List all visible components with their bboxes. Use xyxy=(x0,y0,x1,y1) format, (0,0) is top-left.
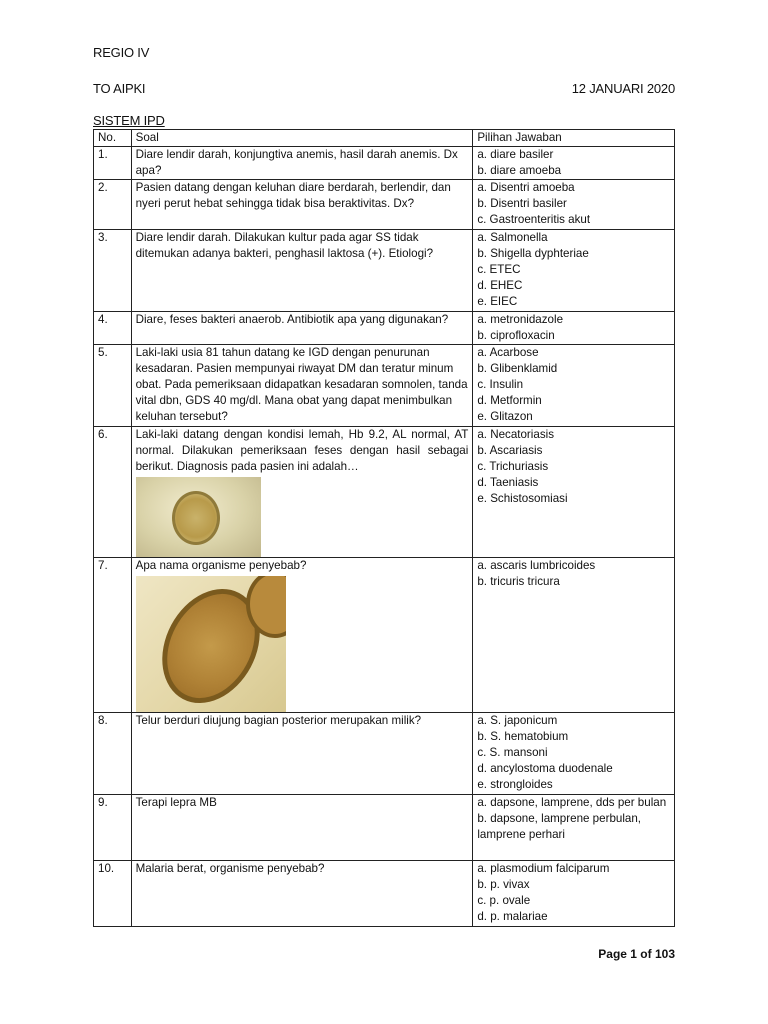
answer-option: c. Insulin xyxy=(477,378,524,391)
answer-options xyxy=(473,180,675,230)
answer-option: b. Disentri basiler xyxy=(477,197,567,210)
question-cell xyxy=(131,558,473,713)
answer-option: a. diare basiler xyxy=(477,148,554,161)
table-row xyxy=(94,180,675,230)
answer-option: b. tricuris tricura xyxy=(477,575,560,588)
answer-option: c. ETEC xyxy=(477,263,521,276)
question-number: 7. xyxy=(94,558,132,713)
tryout-heading: TO AIPKI xyxy=(93,81,146,96)
question-text: Pasien datang dengan keluhan diare berdarah, berlendir, dan nyeri perut hebat sehingga tidak bisa beraktivitas. Dx? xyxy=(131,180,473,230)
regio-heading: REGIO IV xyxy=(93,45,150,60)
table-row xyxy=(94,558,675,713)
column-header-pilihan: Pilihan Jawaban xyxy=(473,130,675,147)
table-header-row xyxy=(94,130,675,147)
question-number: 8. xyxy=(94,713,132,795)
answer-option: a. ascaris lumbricoides xyxy=(477,559,596,572)
answer-option: b. S. hematobium xyxy=(477,730,569,743)
question-text: Apa nama organisme penyebab? xyxy=(135,559,307,572)
page-number: Page 1 of 103 xyxy=(598,947,675,961)
question-text: Malaria berat, organisme penyebab? xyxy=(131,861,473,927)
answer-option: a. Salmonella xyxy=(477,231,548,244)
question-number: 5. xyxy=(94,345,132,427)
question-text: Diare, feses bakteri anaerob. Antibiotik apa yang digunakan? xyxy=(131,312,473,345)
answer-option: c. S. mansoni xyxy=(477,746,548,759)
answer-option: b. Ascariasis xyxy=(477,444,543,457)
table-row xyxy=(94,312,675,345)
answer-options xyxy=(473,713,675,795)
table-row xyxy=(94,861,675,927)
answer-option: d. Metformin xyxy=(477,394,542,407)
table-row xyxy=(94,427,675,558)
answer-option: d. p. malariae xyxy=(477,910,548,923)
date-heading: 12 JANUARI 2020 xyxy=(571,81,675,96)
answer-option: a. Necatoriasis xyxy=(477,428,554,441)
answer-option: b. p. vivax xyxy=(477,878,530,891)
answer-option: a. dapsone, lamprene, dds per bulan xyxy=(477,796,667,809)
column-header-no: No. xyxy=(94,130,132,147)
answer-options xyxy=(473,147,675,180)
answer-options xyxy=(473,795,675,861)
question-number: 3. xyxy=(94,230,132,312)
answer-option: a. metronidazole xyxy=(477,313,564,326)
question-number: 1. xyxy=(94,147,132,180)
question-text: Laki-laki datang dengan kondisi lemah, Hb 9.2, AL normal, AT normal. Dilakukan pemeriksaan feses dengan hasil sebagai berikut. Diagnosis pada pasien ini adalah… xyxy=(135,428,469,473)
answer-option: b. ciprofloxacin xyxy=(477,329,555,342)
answer-option: b. Shigella dyphteriae xyxy=(477,247,589,260)
question-number: 6. xyxy=(94,427,132,558)
question-number: 4. xyxy=(94,312,132,345)
answer-option: a. Acarbose xyxy=(477,346,539,359)
answer-option: d. EHEC xyxy=(477,279,523,292)
answer-options xyxy=(473,312,675,345)
table-row xyxy=(94,345,675,427)
answer-option: d. Taeniasis xyxy=(477,476,539,489)
question-table xyxy=(93,129,675,927)
table-row xyxy=(94,713,675,795)
answer-option: a. Disentri amoeba xyxy=(477,181,575,194)
answer-options xyxy=(473,427,675,558)
answer-option: e. Schistosomiasi xyxy=(477,492,568,505)
answer-option: e. strongloides xyxy=(477,778,553,791)
answer-options xyxy=(473,558,675,713)
answer-option: e. EIEC xyxy=(477,295,518,308)
answer-option: e. Glitazon xyxy=(477,410,533,423)
answer-options xyxy=(473,861,675,927)
answer-options xyxy=(473,230,675,312)
answer-option: c. Trichuriasis xyxy=(477,460,549,473)
question-number: 2. xyxy=(94,180,132,230)
answer-option: d. ancylostoma duodenale xyxy=(477,762,613,775)
stool-egg-micrograph xyxy=(136,477,261,557)
question-text: Diare lendir darah, konjungtiva anemis, hasil darah anemis. Dx apa? xyxy=(131,147,473,180)
answer-option: b. diare amoeba xyxy=(477,164,562,177)
egg-shape xyxy=(172,491,220,545)
question-text: Telur berduri diujung bagian posterior merupakan milik? xyxy=(131,713,473,795)
system-heading: SISTEM IPD xyxy=(93,113,165,128)
question-text: Diare lendir darah. Dilakukan kultur pada agar SS tidak ditemukan adanya bakteri, penghasil laktosa (+). Etiologi? xyxy=(131,230,473,312)
answer-option: c. Gastroenteritis akut xyxy=(477,213,591,226)
question-number: 9. xyxy=(94,795,132,861)
answer-option: b. Glibenklamid xyxy=(477,362,558,375)
question-text: Laki-laki usia 81 tahun datang ke IGD dengan penurunan kesadaran. Pasien mempunyai riwayat DM dan teratur minum obat. Pada pemeriksaan didapatkan kesadaran somnolen, tanda vital dbn, GDS 40 mg/dl. Mana obat yang dapat menimbulkan keluhan tersebut? xyxy=(131,345,473,427)
question-cell xyxy=(131,427,473,558)
answer-option: c. p. ovale xyxy=(477,894,531,907)
table-row xyxy=(94,230,675,312)
table-row xyxy=(94,147,675,180)
answer-option: b. dapsone, lamprene perbulan, lamprene perhari xyxy=(477,812,642,841)
column-header-soal: Soal xyxy=(131,130,473,147)
question-number: 10. xyxy=(94,861,132,927)
table-row xyxy=(94,795,675,861)
organism-egg-micrograph xyxy=(136,576,286,712)
answer-option: a. plasmodium falciparum xyxy=(477,862,610,875)
answer-options xyxy=(473,345,675,427)
answer-option: a. S. japonicum xyxy=(477,714,558,727)
question-text: Terapi lepra MB xyxy=(131,795,473,861)
